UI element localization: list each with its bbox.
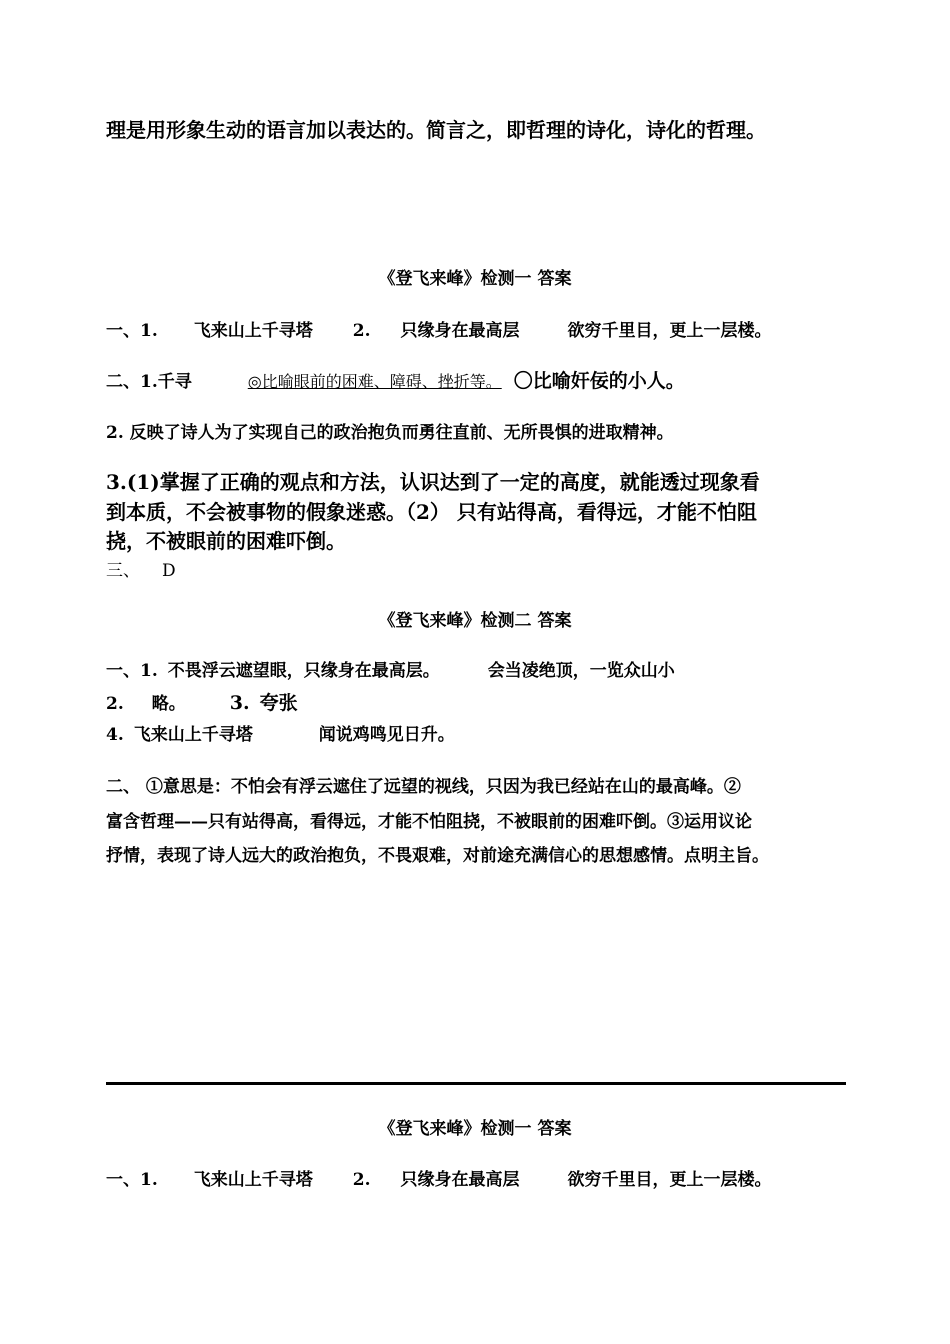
answer-2: 只缘身在最高层 bbox=[400, 1170, 520, 1190]
test1-repeat-title: 《登飞来峰》检测一 答案 bbox=[378, 1119, 572, 1139]
test2-section1 bbox=[106, 656, 675, 681]
answer-1: 飞来山上千寻塔 bbox=[193, 1170, 313, 1190]
test1-section2-q3-line2: 到本质，不会被事物的假象迷惑。（2） 只有站得高，看得远，才能不怕阻 bbox=[106, 500, 757, 524]
number-2: 2. bbox=[352, 321, 371, 341]
test2-section2-line3: 抒情，表现了诗人远大的政治抱负，不畏艰难，对前途充满信心的思想感情。点明主旨。 bbox=[106, 846, 769, 866]
test2-section2-line1: 二、 ①意思是：不怕会有浮云遮住了远望的视线，只因为我已经站在山的最高峰。② bbox=[106, 777, 741, 797]
answer-2: 会当凌绝顶，一览众山小 bbox=[487, 661, 675, 681]
intro-line: 理是用形象生动的语言加以表达的。简言之，即哲理的诗化，诗化的哲理。 bbox=[106, 118, 766, 142]
test1-section3 bbox=[106, 556, 176, 581]
answer: D bbox=[162, 561, 176, 581]
section-prefix: 一、1. bbox=[106, 1170, 158, 1190]
answer-1: 飞来山上千寻塔 bbox=[193, 321, 313, 341]
test2-section2-line2: 富含哲理——只有站得高，看得远，才能不怕阻挠，不被眼前的困难吓倒。③运用议论 bbox=[106, 812, 752, 832]
section-prefix: 一、1. bbox=[106, 661, 158, 681]
answer-1: 不畏浮云遮望眼，只缘身在最高层。 bbox=[167, 661, 440, 681]
section-prefix: 一、1. bbox=[106, 321, 158, 341]
q4-answer-1: 飞来山上千寻塔 bbox=[133, 725, 253, 745]
test1-title: 《登飞来峰》检测一 答案 bbox=[378, 269, 572, 289]
section-prefix: 三、 bbox=[106, 561, 140, 581]
q4-label: 4. bbox=[106, 725, 124, 745]
number-2: 2. bbox=[352, 1170, 371, 1190]
q4-answer-2: 闻说鸡鸣见日升。 bbox=[318, 725, 455, 745]
metaphor-answer-1: ◎比喻眼前的困难、障碍、挫折等。 bbox=[247, 372, 502, 391]
answer-2: 只缘身在最高层 bbox=[400, 321, 520, 341]
q3-answer: 夸张 bbox=[259, 692, 298, 714]
test2-q2-q3 bbox=[106, 688, 298, 715]
test1-repeat-section1 bbox=[106, 1165, 772, 1190]
test2-q4 bbox=[106, 720, 455, 745]
q2-answer: 略。 bbox=[151, 694, 186, 714]
section-prefix: 二、1.千寻 bbox=[106, 372, 192, 392]
test2-title: 《登飞来峰》检测二 答案 bbox=[378, 611, 572, 631]
q2-label: 2. bbox=[106, 694, 124, 714]
test1-section1 bbox=[106, 316, 772, 341]
test1-section2-q1 bbox=[106, 366, 685, 393]
metaphor-answer-2: 〇比喻奸佞的小人。 bbox=[513, 370, 685, 392]
q3-label: 3. bbox=[229, 692, 250, 714]
test1-section2-q3-line1: 3.(1)掌握了正确的观点和方法，认识达到了一定的高度，就能透过现象看 bbox=[106, 470, 760, 494]
horizontal-rule bbox=[106, 1082, 846, 1085]
answer-3: 欲穷千里目，更上一层楼。 bbox=[567, 1170, 772, 1190]
test1-section2-q2: 2. 反映了诗人为了实现自己的政治抱负而勇往直前、无所畏惧的进取精神。 bbox=[106, 423, 674, 443]
test1-section2-q3-line3: 挠，不被眼前的困难吓倒。 bbox=[106, 529, 346, 553]
answer-3: 欲穷千里目，更上一层楼。 bbox=[567, 321, 772, 341]
